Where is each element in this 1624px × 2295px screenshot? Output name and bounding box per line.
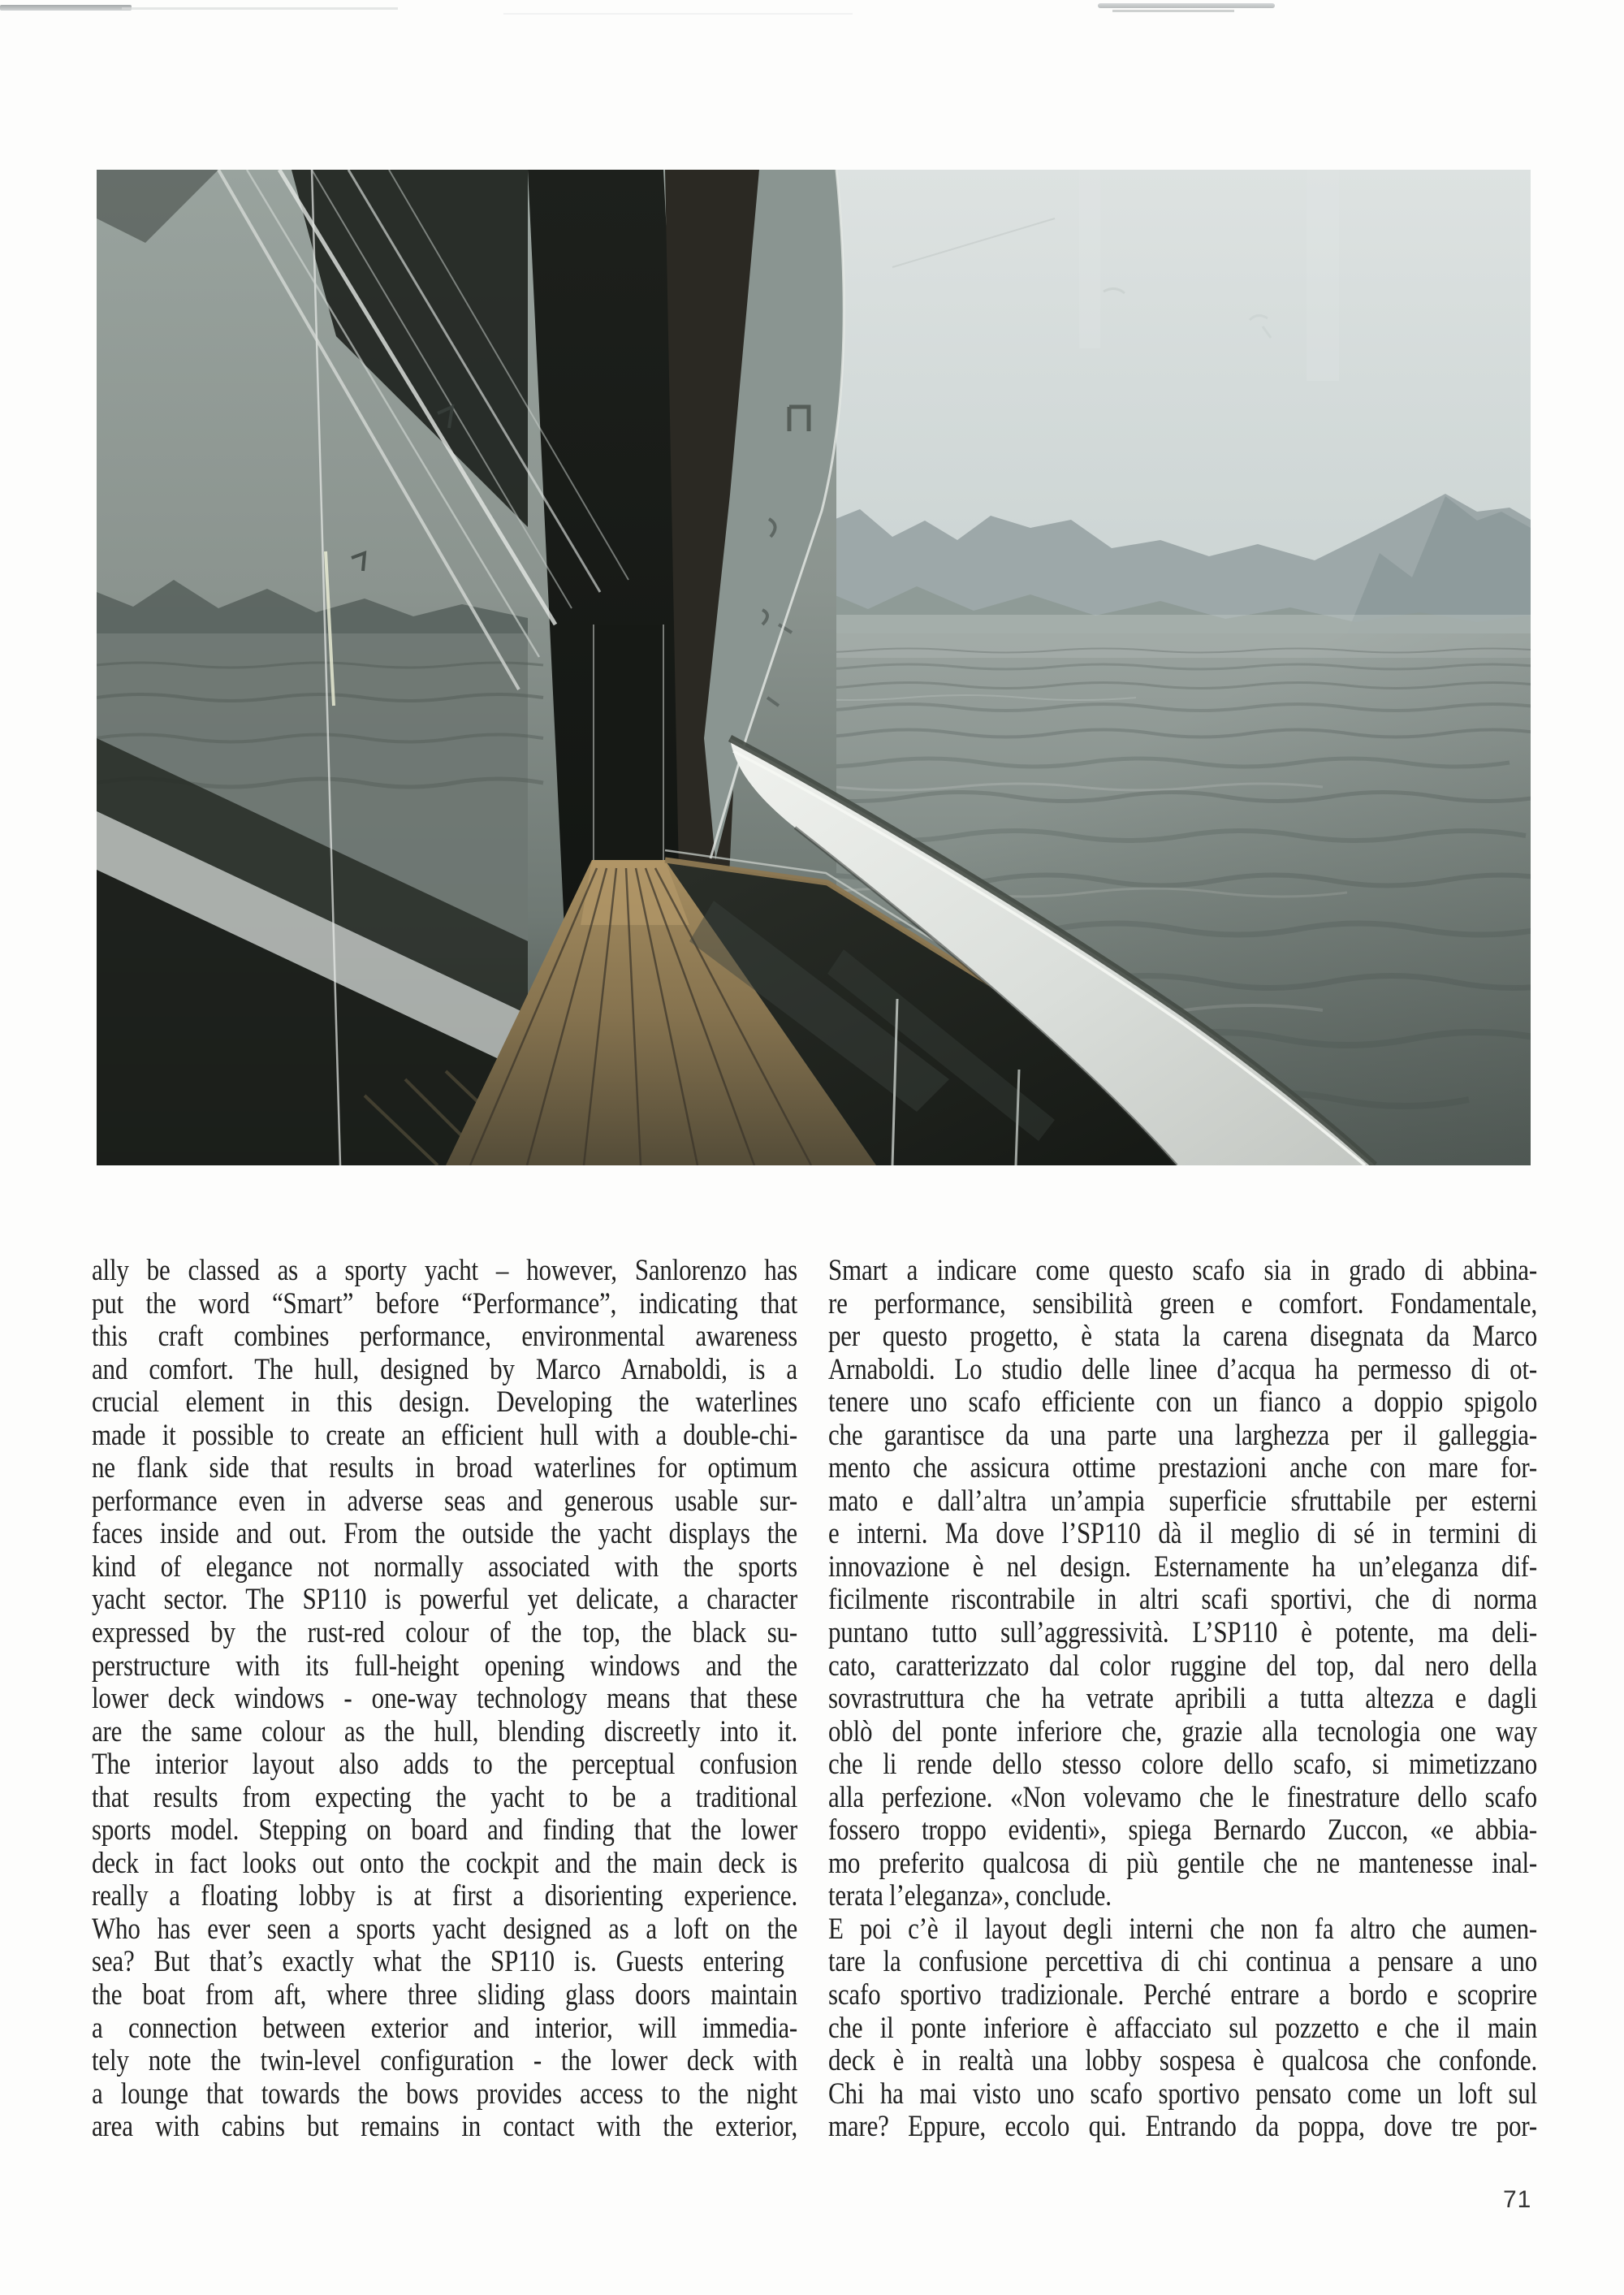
scan-streak xyxy=(503,13,853,15)
deck-door xyxy=(592,625,665,860)
text-line: alla perfezione. «Non volevamo che le finestrature dello scafo xyxy=(828,1779,1537,1814)
text-line: yacht sector. The SP110 is powerful yet delicate, a character xyxy=(92,1582,797,1616)
text-line: ne flank side that results in broad waterlines for optimum xyxy=(92,1450,797,1485)
text-line: crucial element in this design. Developing the waterlines xyxy=(92,1385,797,1419)
text-line: Arnaboldi. Lo studio delle linee d’acqua ha permesso di ot- xyxy=(828,1351,1537,1386)
text-line: terata l’eleganza», conclude. xyxy=(828,1878,1112,1912)
text-line: performance even in adverse seas and generous usable sur- xyxy=(92,1483,797,1518)
text-line: re performance, sensibilità green e comfort. Fondamentale, xyxy=(828,1286,1537,1320)
scan-streak xyxy=(1098,3,1275,8)
text-line: this craft combines performance, environmental awareness xyxy=(92,1319,797,1353)
text-line: che il ponte inferiore è affacciato sul pozzetto e che il main xyxy=(828,2010,1537,2044)
text-line: tely note the twin-level configuration - the lower deck with xyxy=(92,2043,797,2077)
text-line: made it possible to create an efficient hull with a double-chi- xyxy=(92,1417,797,1452)
page-number: 71 xyxy=(1503,2186,1532,2213)
text-line: lower deck windows - one-way technology means that these xyxy=(92,1681,797,1715)
text-line: che li rende dello stesso colore dello scafo, si mimetizzano xyxy=(828,1747,1537,1781)
scan-streak xyxy=(1112,10,1234,12)
text-line: expressed by the rust-red colour of the top, the black su- xyxy=(92,1615,797,1649)
text-line: a connection between exterior and interior, will immedia- xyxy=(92,2010,797,2044)
text-line: are the same colour as the hull, blending discreetly into it. xyxy=(92,1714,797,1748)
article xyxy=(92,1253,1537,2145)
text-line: innovazione è nel design. Esternamente ha un’eleganza dif- xyxy=(828,1549,1537,1584)
text-line: the boat from aft, where three sliding glass doors maintain xyxy=(92,1977,797,2012)
text-line: put the word “Smart” before “Performance”, indicating that xyxy=(92,1286,797,1320)
text-line: mo preferito qualcosa di più gentile che ne mantenesse inal- xyxy=(828,1845,1537,1880)
yacht-deck-photo-graphic xyxy=(97,170,1531,1165)
text-line: really a floating lobby is at first a disorienting experience. xyxy=(92,1878,797,1912)
text-line: oblò del ponte inferiore che, grazie alla tecnologia one way xyxy=(828,1714,1537,1748)
text-line: fossero troppo evidenti», spiega Bernardo Zuccon, «e abbia- xyxy=(828,1813,1537,1847)
text-line: che garantisce da una parte una larghezza per il galleggia- xyxy=(828,1417,1537,1452)
text-line: area with cabins but remains in contact with the exterior, xyxy=(92,2109,797,2143)
yacht-deck-photo xyxy=(97,170,1531,1165)
text-line: per questo progetto, è stata la carena disegnata da Marco xyxy=(828,1319,1537,1353)
text-line: sea? But that’s exactly what the SP110 is. Guests entering xyxy=(92,1944,784,1978)
text-line: mento che assicura ottime prestazioni anche con mare for- xyxy=(828,1450,1537,1485)
text-line: sports model. Stepping on board and finding that the lower xyxy=(92,1813,797,1847)
article-column-italian xyxy=(828,1253,1537,2145)
text-line: Chi ha mai visto uno scafo sportivo pensato come un loft sul xyxy=(828,2076,1537,2111)
text-line: faces inside and out. From the outside the yacht displays the xyxy=(92,1516,797,1550)
text-line: that results from expecting the yacht to be a traditional xyxy=(92,1779,797,1814)
article-column-english xyxy=(92,1253,797,2145)
text-line: and comfort. The hull, designed by Marco Arnaboldi, is a xyxy=(92,1351,797,1386)
text-line: scafo sportivo tradizionale. Perché entrare a bordo e scoprire xyxy=(828,1977,1537,2012)
text-line: ficilmente riscontrabile in altri scafi sportivi, che di norma xyxy=(828,1582,1537,1616)
text-line: puntano tutto sull’aggressività. L’SP110 è potente, ma deli- xyxy=(828,1615,1537,1649)
text-line: deck è in realtà una lobby sospesa è qualcosa che confonde. xyxy=(828,2043,1537,2077)
text-line: sovrastruttura che ha vetrate apribili a tutta altezza e dagli xyxy=(828,1681,1537,1715)
text-line: mare? Eppure, eccolo qui. Entrando da poppa, dove tre por- xyxy=(828,2109,1537,2143)
text-line: e interni. Ma dove l’SP110 dà il meglio di sé in termini di xyxy=(828,1516,1537,1550)
text-line: Smart a indicare come questo scafo sia in grado di abbina- xyxy=(828,1253,1537,1287)
text-line: tenere uno scafo efficiente con un fianco a doppio spigolo xyxy=(828,1385,1537,1419)
text-line: ally be classed as a sporty yacht – however, Sanlorenzo has xyxy=(92,1253,797,1287)
text-line: a lounge that towards the bows provides access to the night xyxy=(92,2076,797,2111)
text-line: Who has ever seen a sports yacht designed as a loft on the xyxy=(92,1912,797,1946)
text-line: cato, caratterizzato dal color ruggine del top, dal nero della xyxy=(828,1648,1537,1682)
scan-streak xyxy=(0,5,132,11)
text-line: The interior layout also adds to the perceptual confusion xyxy=(92,1747,797,1781)
text-line: perstructure with its full-height opening windows and the xyxy=(92,1648,797,1682)
text-line: mato e dall’altra un’ampia superficie sfruttabile per esterni xyxy=(828,1483,1537,1518)
text-line: kind of elegance not normally associated with the sports xyxy=(92,1549,797,1584)
text-line: tare la confusione percettiva di chi continua a pensare a uno xyxy=(828,1944,1537,1978)
text-line: deck in fact looks out onto the cockpit and the main deck is xyxy=(92,1845,797,1880)
text-line: E poi c’è il layout degli interni che non fa altro che aumen- xyxy=(828,1912,1537,1946)
scan-streak xyxy=(122,7,398,10)
